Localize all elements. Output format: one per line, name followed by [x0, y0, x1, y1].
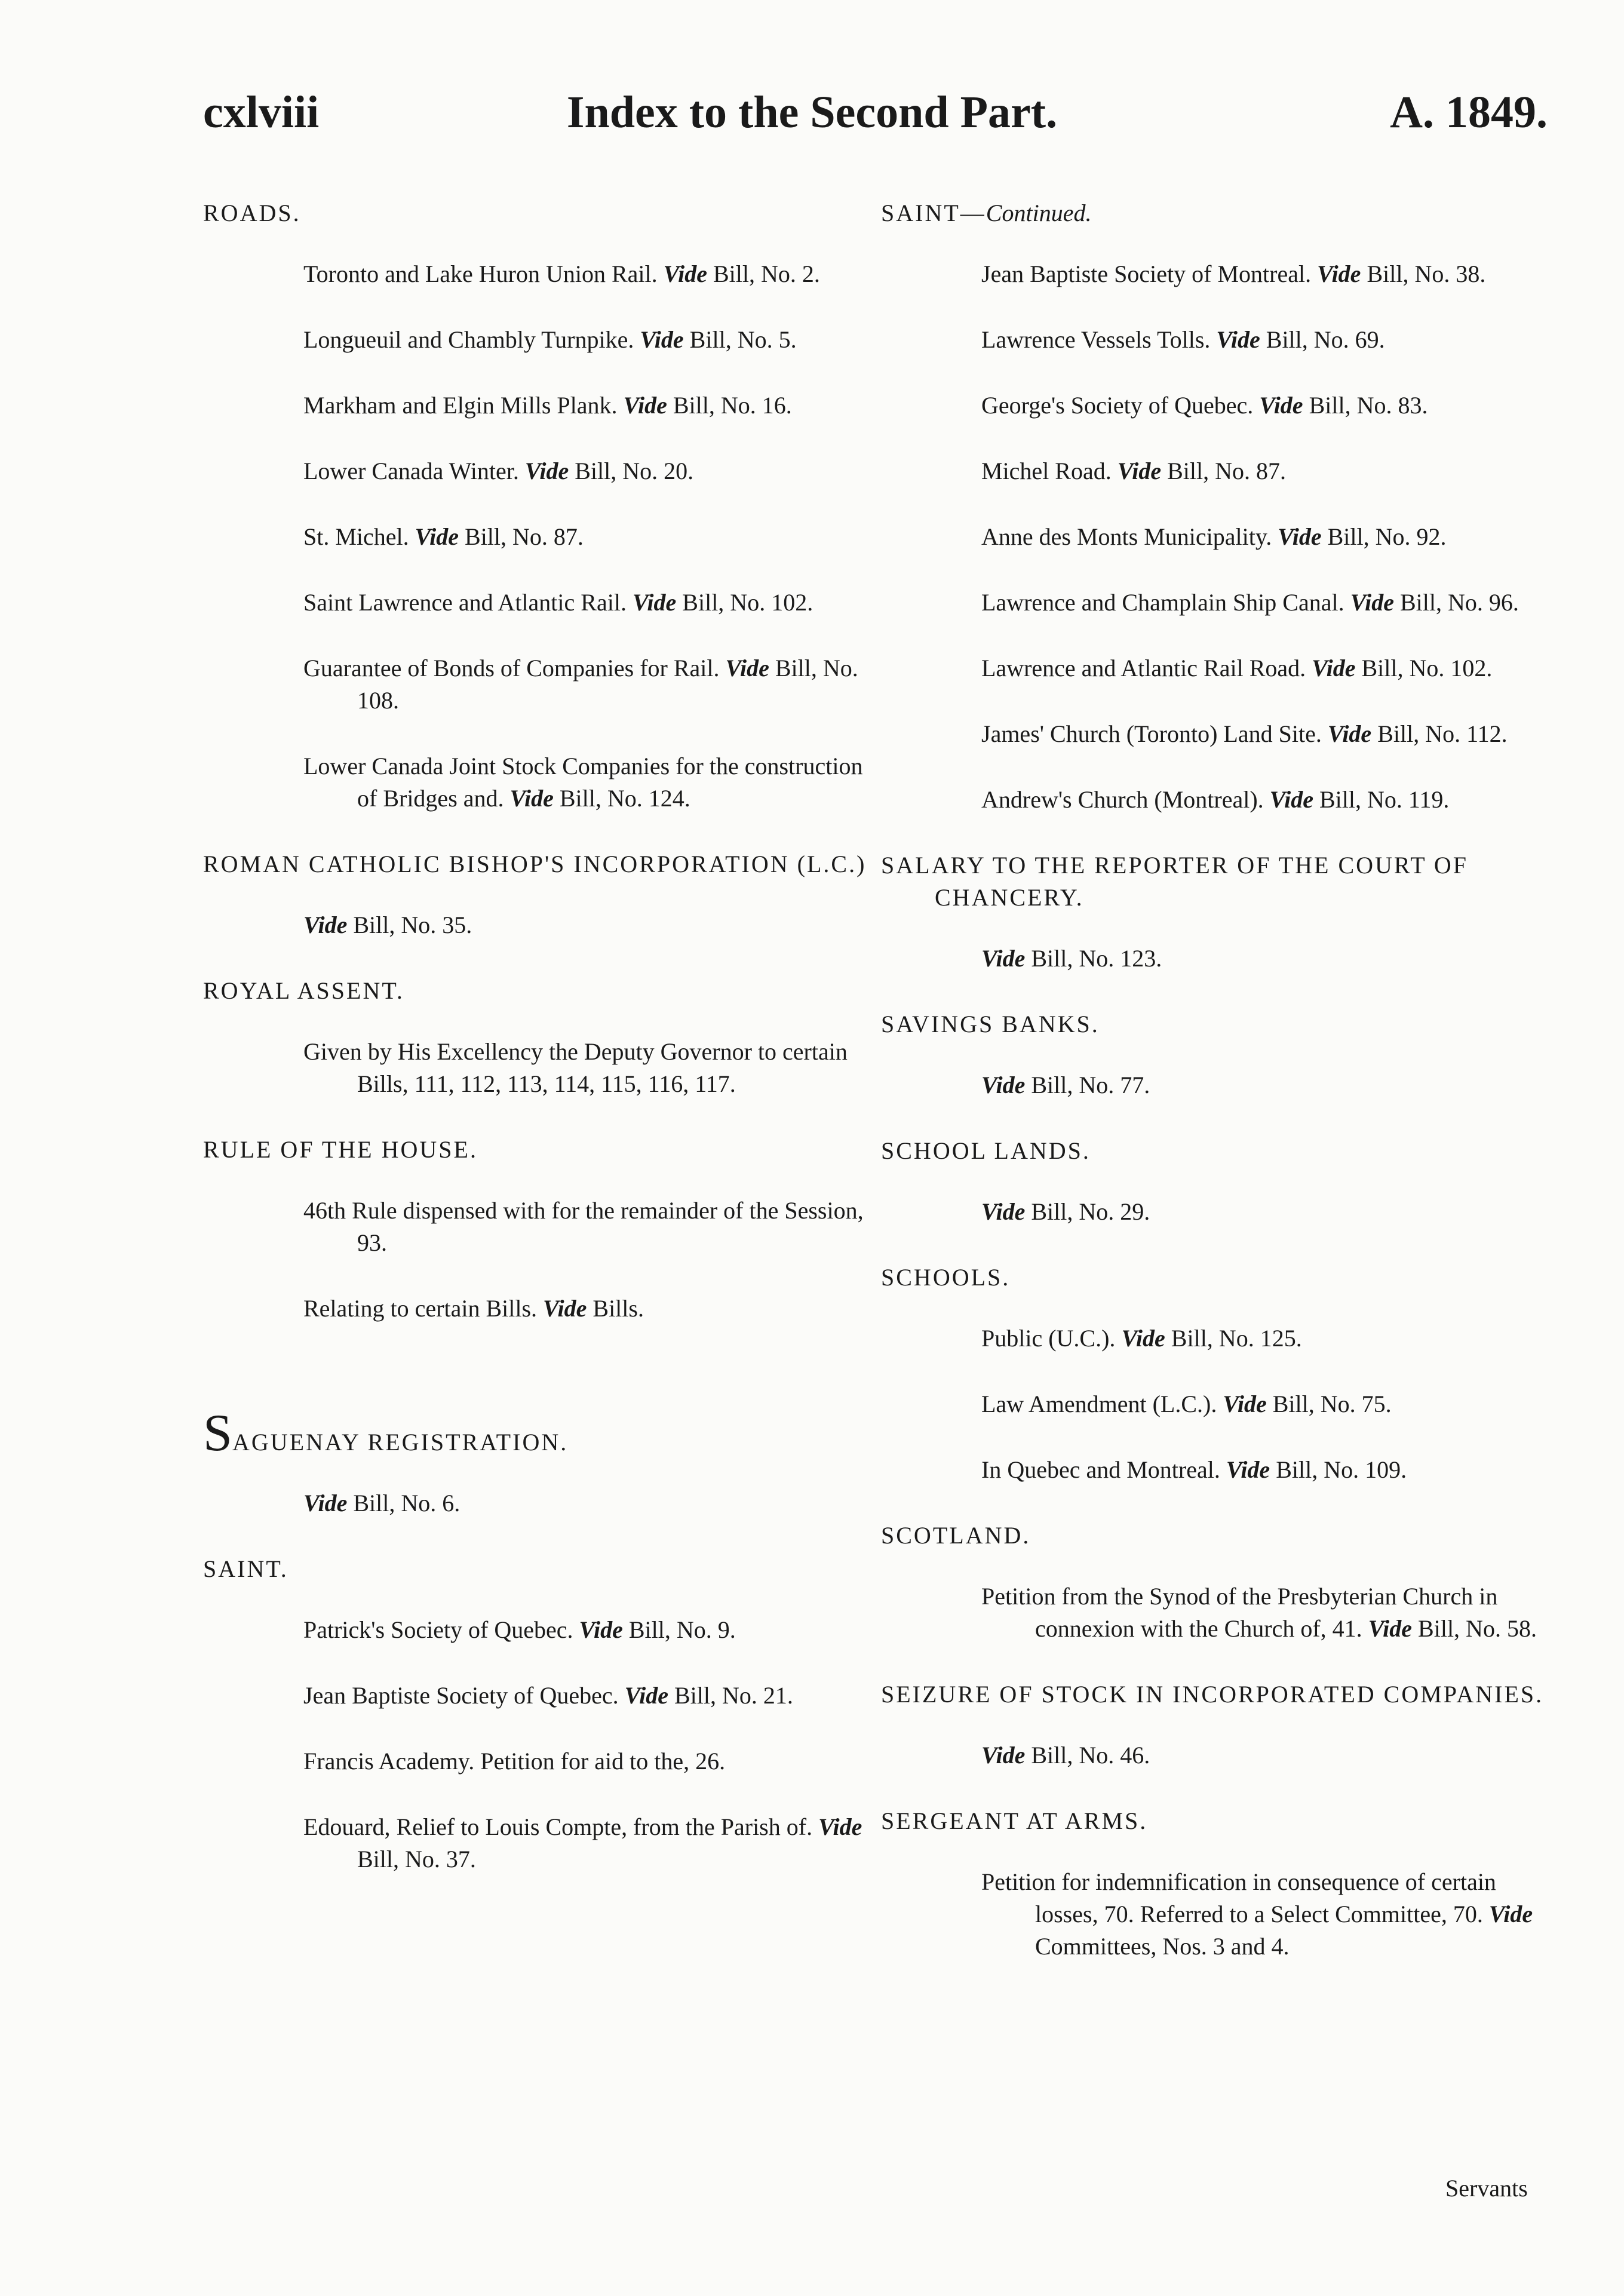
index-entry: [881, 652, 1553, 684]
entry-text: Law Amendment (L.C.).: [981, 1391, 1217, 1417]
entry-text: Jean Baptiste Society of Quebec.: [303, 1682, 619, 1709]
entry-text: 46th Rule dispensed with for the remainder of the Session, 93.: [303, 1197, 864, 1256]
index-entry: [881, 1322, 1553, 1355]
vide-label: Vide: [632, 589, 677, 616]
entry-text: Patrick's Society of Quebec.: [303, 1616, 573, 1643]
section-heading: [203, 1553, 872, 1585]
index-section: [203, 1404, 872, 1520]
vide-label: Vide: [981, 1198, 1026, 1225]
index-entry: [881, 1739, 1553, 1772]
entry-text: Anne des Monts Municipality.: [981, 523, 1272, 550]
reference: Bill, No. 83.: [1309, 392, 1428, 419]
index-entry: [881, 718, 1553, 750]
reference: Bill, No. 109.: [1276, 1456, 1407, 1483]
reference: Bill, No. 21.: [674, 1682, 793, 1709]
reference: Bill, No. 108.: [357, 655, 858, 714]
section-heading: [203, 1134, 872, 1166]
heading-continued: Continued.: [986, 199, 1092, 226]
reference: Bill, No. 46.: [1031, 1742, 1150, 1769]
index-entry: [203, 455, 872, 487]
heading-text: SERGEANT AT ARMS.: [881, 1807, 1148, 1834]
heading-text: SAINT—: [881, 199, 986, 226]
reference: Bill, No. 125.: [1171, 1325, 1302, 1352]
vide-label: Vide: [725, 655, 769, 682]
heading-text: AGUENAY REGISTRATION.: [232, 1429, 569, 1456]
index-entry: [203, 909, 872, 941]
reference: Bill, No. 29.: [1031, 1198, 1150, 1225]
section-heading: [881, 1261, 1553, 1294]
index-entry: [881, 258, 1553, 290]
reference: Bill, No. 69.: [1266, 326, 1385, 353]
entry-text: Lower Canada Winter.: [303, 458, 519, 484]
index-section: [203, 1553, 872, 1876]
entry-text: In Quebec and Montreal.: [981, 1456, 1220, 1483]
reference: Bill, No. 96.: [1399, 589, 1519, 616]
reference: Bill, No. 92.: [1327, 523, 1447, 550]
section-heading: [881, 1135, 1553, 1167]
vide-label: Vide: [981, 1742, 1026, 1769]
heading-text: ROMAN CATHOLIC BISHOP'S INCORPORATION (L.C.): [203, 851, 867, 877]
vide-label: Vide: [640, 326, 684, 353]
page-title: Index to the Second Part.: [566, 87, 1058, 137]
vide-label: Vide: [509, 785, 554, 812]
reference: Bill, No. 112.: [1377, 720, 1508, 747]
index-entry: [203, 389, 872, 422]
index-entry: [203, 1036, 872, 1100]
reference: Bill, No. 37.: [357, 1846, 476, 1873]
index-entry: [203, 1680, 872, 1712]
entry-text: Guarantee of Bonds of Companies for Rail.: [303, 655, 720, 682]
left-column: [203, 197, 872, 1909]
index-section: [881, 1805, 1553, 1963]
vide-label: Vide: [1226, 1456, 1270, 1483]
reference: Bill, No. 9.: [628, 1616, 736, 1643]
reference: Bill, No. 35.: [353, 911, 472, 938]
vide-label: Vide: [1350, 589, 1394, 616]
index-entry: [203, 1745, 872, 1778]
index-entry: [203, 1487, 872, 1520]
entry-text: Andrew's Church (Montreal).: [981, 786, 1264, 813]
reference: Committees, Nos. 3 and 4.: [1035, 1933, 1290, 1960]
vide-label: Vide: [303, 1490, 348, 1517]
index-section: [881, 197, 1553, 816]
page-year: A. 1849.: [1390, 87, 1548, 137]
index-entry: [881, 1580, 1553, 1645]
reference: Bill, No. 16.: [673, 392, 792, 419]
entry-text: Public (U.C.).: [981, 1325, 1116, 1352]
index-entry: [881, 1866, 1553, 1963]
section-heading: [203, 975, 872, 1007]
vide-label: Vide: [624, 1682, 668, 1709]
vide-label: Vide: [524, 458, 569, 484]
reference: Bill, No. 87.: [1167, 458, 1286, 484]
section-heading: [881, 1678, 1553, 1711]
reference: Bill, No. 77.: [1031, 1072, 1150, 1098]
index-entry: [881, 1388, 1553, 1420]
entry-text: Saint Lawrence and Atlantic Rail.: [303, 589, 627, 616]
reference: Bill, No. 5.: [689, 326, 797, 353]
section-heading: [881, 1805, 1553, 1837]
entry-text: Given by His Excellency the Deputy Governor to certain Bills, 111, 112, 113, 114, 115, 116, 117.: [303, 1038, 848, 1097]
entry-text: Edouard, Relief to Louis Compte, from the Parish of.: [303, 1813, 813, 1840]
entry-text: Longueuil and Chambly Turnpike.: [303, 326, 634, 353]
index-section: [881, 1678, 1553, 1772]
heading-text: RULE OF THE HOUSE.: [203, 1136, 478, 1163]
reference: Bill, No. 87.: [465, 523, 584, 550]
index-section: [881, 1135, 1553, 1228]
entry-text: Lower Canada Joint Stock Companies for the construction of Bridges and.: [303, 753, 863, 812]
index-entry: [881, 1454, 1553, 1486]
heading-text: ROADS.: [203, 199, 301, 226]
vide-label: Vide: [1117, 458, 1162, 484]
section-heading: [881, 849, 1553, 914]
section-heading: [881, 197, 1553, 229]
entry-text: Petition from the Synod of the Presbyterian Church in connexion with the Church of, 41.: [981, 1583, 1498, 1642]
index-entry: [881, 943, 1553, 975]
vide-label: Vide: [1269, 786, 1313, 813]
index-entry: [881, 521, 1553, 553]
vide-label: Vide: [623, 392, 667, 419]
index-entry: [203, 1195, 872, 1259]
vide-label: Vide: [1312, 655, 1356, 682]
vide-label: Vide: [981, 1072, 1026, 1098]
section-heading: [203, 848, 872, 880]
reference: Bill, No. 124.: [559, 785, 690, 812]
heading-text: SEIZURE OF STOCK IN INCORPORATED COMPANIES.: [881, 1681, 1544, 1708]
index-section: [881, 1261, 1553, 1486]
vide-label: Vide: [1278, 523, 1322, 550]
vide-label: Vide: [1327, 720, 1372, 747]
reference: Bill, No. 102.: [1361, 655, 1493, 682]
heading-text: SCHOOLS.: [881, 1264, 1011, 1291]
index-section: [203, 197, 872, 815]
vide-label: Vide: [1223, 1391, 1267, 1417]
index-entry: [203, 521, 872, 553]
section-heading: [203, 1404, 872, 1462]
reference: Bill, No. 38.: [1367, 260, 1486, 287]
reference: Bill, No. 102.: [682, 589, 813, 616]
index-entry: [203, 324, 872, 356]
entry-text: George's Society of Quebec.: [981, 392, 1254, 419]
entry-text: Relating to certain Bills.: [303, 1295, 538, 1322]
right-column: [881, 197, 1553, 1996]
reference: Bill, No. 6.: [353, 1490, 461, 1517]
entry-text: Lawrence Vessels Tolls.: [981, 326, 1211, 353]
vide-label: Vide: [1488, 1901, 1533, 1927]
page-number: cxlviii: [203, 87, 320, 137]
index-entry: [203, 258, 872, 290]
vide-label: Vide: [1121, 1325, 1165, 1352]
heading-text: ROYAL ASSENT.: [203, 977, 404, 1004]
reference: Bill, No. 58.: [1418, 1615, 1537, 1642]
vide-label: Vide: [543, 1295, 587, 1322]
index-section: [203, 1134, 872, 1325]
heading-text: SALARY TO THE REPORTER OF THE COURT OF CHANCERY.: [881, 852, 1469, 911]
reference: Bill, No. 2.: [713, 260, 820, 287]
index-entry: [881, 784, 1553, 816]
entry-text: St. Michel.: [303, 523, 409, 550]
heading-text: SAVINGS BANKS.: [881, 1011, 1100, 1038]
vide-label: Vide: [818, 1813, 862, 1840]
vide-label: Vide: [1368, 1615, 1413, 1642]
vide-label: Vide: [303, 911, 348, 938]
index-entry: [881, 1069, 1553, 1101]
entry-text: Jean Baptiste Society of Montreal.: [981, 260, 1312, 287]
index-entry: [881, 587, 1553, 619]
vide-label: Vide: [1317, 260, 1361, 287]
vide-label: Vide: [663, 260, 707, 287]
entry-text: Markham and Elgin Mills Plank.: [303, 392, 618, 419]
index-entry: [881, 455, 1553, 487]
index-section: [881, 1520, 1553, 1645]
reference: Bills.: [593, 1295, 644, 1322]
reference: Bill, No. 123.: [1031, 945, 1162, 972]
entry-text: Francis Academy. Petition for aid to the, 26.: [303, 1748, 726, 1775]
index-entry: [203, 652, 872, 717]
index-entry: [203, 750, 872, 815]
reference: Bill, No. 75.: [1272, 1391, 1392, 1417]
index-entry: [881, 324, 1553, 356]
heading-text: SCHOOL LANDS.: [881, 1137, 1091, 1164]
heading-text: SAINT.: [203, 1555, 288, 1582]
entry-text: Toronto and Lake Huron Union Rail.: [303, 260, 658, 287]
entry-text: Petition for indemnification in consequence of certain losses, 70. Referred to a Select Committee, 70.: [981, 1868, 1496, 1927]
section-heading: [203, 197, 872, 229]
index-entry: [203, 1614, 872, 1646]
entry-text: Lawrence and Champlain Ship Canal.: [981, 589, 1344, 616]
index-entry: [203, 587, 872, 619]
heading-text: SCOTLAND.: [881, 1522, 1031, 1549]
section-heading: [881, 1520, 1553, 1552]
index-entry: [203, 1293, 872, 1325]
entry-text: Michel Road.: [981, 458, 1112, 484]
index-section: [881, 1008, 1553, 1101]
index-entry: [203, 1811, 872, 1876]
section-heading: [881, 1008, 1553, 1040]
reference: Bill, No. 119.: [1319, 786, 1450, 813]
entry-text: James' Church (Toronto) Land Site.: [981, 720, 1322, 747]
vide-label: Vide: [579, 1616, 623, 1643]
index-entry: [881, 1196, 1553, 1228]
entry-text: Lawrence and Atlantic Rail Road.: [981, 655, 1306, 682]
index-section: [203, 848, 872, 941]
vide-label: Vide: [1216, 326, 1260, 353]
index-section: [881, 849, 1553, 975]
index-entry: [881, 389, 1553, 422]
vide-label: Vide: [1259, 392, 1303, 419]
vide-label: Vide: [981, 945, 1026, 972]
index-section: [203, 975, 872, 1100]
reference: Bill, No. 20.: [575, 458, 694, 484]
catchword: Servants: [1445, 2175, 1528, 2202]
vide-label: Vide: [415, 523, 459, 550]
drop-initial: S: [203, 1404, 232, 1462]
